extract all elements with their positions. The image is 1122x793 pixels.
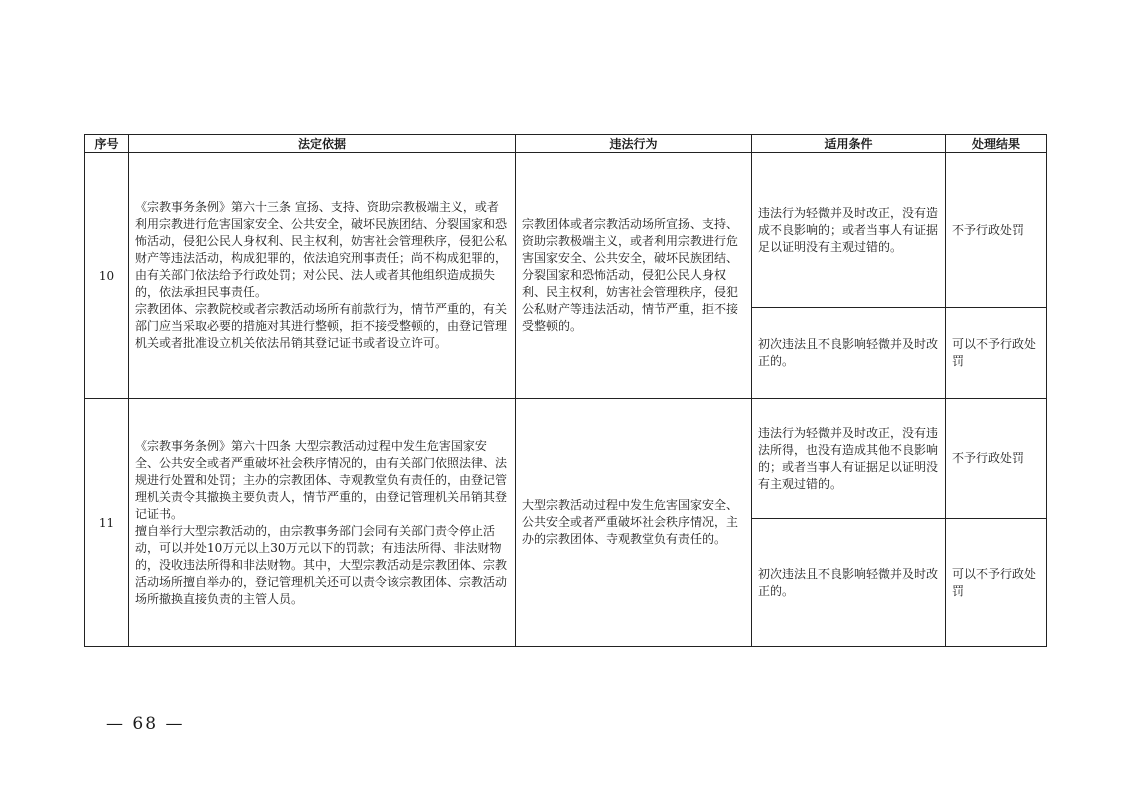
row-number: 11 [85,399,129,647]
header-basis: 法定依据 [129,135,516,153]
header-result: 处理结果 [946,135,1047,153]
result-cell: 可以不予行政处罚 [946,308,1047,399]
table-row [85,399,1047,519]
header-condition: 适用条件 [752,135,946,153]
violation-cell: 宗教团体或者宗教活动场所宣扬、支持、资助宗教极端主义，或者利用宗教进行危害国家安全、公共安全，破坏民族团结、分裂国家和恐怖活动，侵犯公民人身权利、民主权利，妨害社会管理秩序，侵犯公私财产等违法活动，情节严重，拒不接受整顿的。 [516,153,752,399]
legal-basis-paragraph: 擅自举行大型宗教活动的，由宗教事务部门会同有关部门责令停止活动，可以并处10万元以上30万元以下的罚款；有违法所得、非法财物的，没收违法所得和非法财物。其中，大型宗教活动是宗教团体、宗教活动场所擅自举办的，登记管理机关还可以责令该宗教团体、宗教活动场所撤换直接负责的主管人员。 [135,523,508,606]
condition-cell: 违法行为轻微并及时改正，没有违法所得，也没有造成其他不良影响的；或者当事人有证据足以证明没有主观过错的。 [752,399,946,519]
row-number: 10 [85,153,129,399]
legal-basis-paragraph: 宗教团体、宗教院校或者宗教活动场所有前款行为，情节严重的，有关部门应当采取必要的措施对其进行整顿，拒不接受整顿的，由登记管理机关或者批准设立机关依法吊销其登记证书或者设立许可。 [135,302,508,350]
table-row [85,153,1047,308]
legal-basis-cell [129,153,516,399]
condition-cell: 初次违法且不良影响轻微并及时改正的。 [752,308,946,399]
header-no: 序号 [85,135,129,153]
header-violation: 违法行为 [516,135,752,153]
table-header-row [85,135,1047,153]
page-number: — 68 — [106,714,185,734]
legal-basis-paragraph: 《宗教事务条例》第六十三条 宣扬、支持、资助宗教极端主义，或者利用宗教进行危害国家安全、公共安全，破坏民族团结、分裂国家和恐怖活动，侵犯公民人身权利、民主权利，妨害社会管理秩序，侵犯公私财产等违法活动，构成犯罪的，依法追究刑事责任；尚不构成犯罪的，由有关部门依法给予行政处罚；对公民、法人或者其他组织造成损失的，依法承担民事责任。 [135,200,508,299]
legal-basis-cell [129,399,516,647]
condition-cell: 初次违法且不良影响轻微并及时改正的。 [752,519,946,647]
penalty-table [84,134,1047,647]
result-cell: 不予行政处罚 [946,153,1047,308]
result-cell: 不予行政处罚 [946,399,1047,519]
legal-basis-paragraph: 《宗教事务条例》第六十四条 大型宗教活动过程中发生危害国家安全、公共安全或者严重破坏社会秩序情况的，由有关部门依照法律、法规进行处置和处罚；主办的宗教团体、寺观教堂负有责任的，由登记管理机关责令其撤换主要负责人，情节严重的，由登记管理机关吊销其登记证书。 [135,438,508,521]
result-cell: 可以不予行政处罚 [946,519,1047,647]
condition-cell: 违法行为轻微并及时改正，没有造成不良影响的；或者当事人有证据足以证明没有主观过错的。 [752,153,946,308]
violation-cell: 大型宗教活动过程中发生危害国家安全、公共安全或者严重破坏社会秩序情况，主办的宗教团体、寺观教堂负有责任的。 [516,399,752,647]
